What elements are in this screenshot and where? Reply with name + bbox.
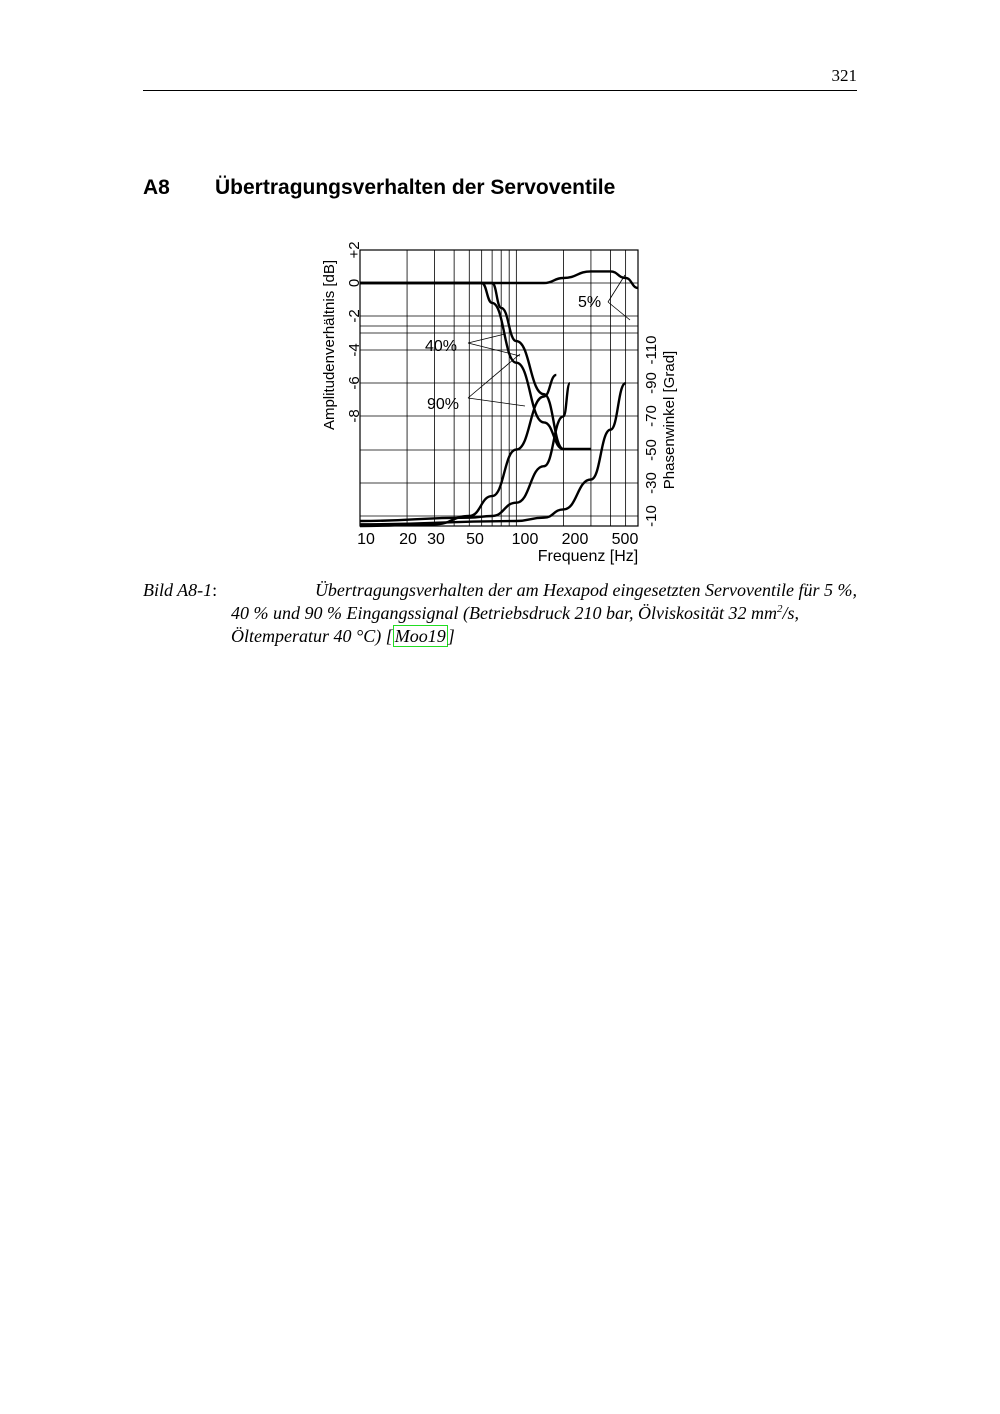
caption-text: ] (447, 626, 455, 646)
amplitude-curve-5-percent (360, 271, 638, 288)
y-right-tick-label: -50 (642, 439, 660, 461)
y-right-tick-label: -110 (642, 335, 660, 365)
x-tick-label: 100 (511, 531, 539, 548)
caption-text: Übertragungsverhalten der am Hexapod eingesetzten Servoventile für 5 %, (314, 580, 857, 600)
x-tick-label: 500 (611, 531, 639, 548)
header-rule (143, 90, 857, 91)
annotation-40-percent: 40% (425, 338, 458, 355)
superscript: 2 (776, 603, 783, 615)
y-right-tick-label: -30 (642, 472, 660, 494)
caption-line (143, 602, 857, 625)
caption-label: Bild A8-1 (143, 580, 213, 600)
y-left-tick-label: -8 (345, 409, 363, 423)
caption-line: Bild A8-1: Übertragungsverhalten der am Hexapod eingesetzten Servoventile für 5 %, (143, 580, 857, 600)
y-left-tick-label: 0 (345, 278, 363, 288)
annotation-90-percent: 90% (427, 396, 460, 413)
y-left-tick-label: -4 (345, 343, 363, 357)
x-tick-label: 200 (561, 531, 589, 548)
section-title: Übertragungsverhalten der Servoventile (215, 176, 616, 199)
y-left-tick-label: +2 (345, 241, 363, 259)
phase-curve-40-percent (360, 383, 570, 521)
section-number: A8 (143, 176, 170, 199)
x-tick-label: 50 (466, 531, 484, 548)
y-left-tick-label: -2 (345, 309, 363, 323)
y-right-axis-label: Phasenwinkel [Grad] (660, 350, 678, 490)
y-left-axis-label: Amplitudenverhältnis [dB] (320, 259, 338, 431)
x-tick-label: 10 (357, 531, 375, 548)
y-right-tick-label: -70 (642, 405, 660, 427)
y-right-tick-label: -10 (642, 505, 660, 527)
citation-link[interactable]: Moo19 (394, 626, 446, 646)
caption-line (143, 625, 857, 648)
x-tick-label: 20 (399, 531, 417, 548)
annotation-5-percent: 5% (578, 294, 602, 311)
frequency-response-chart (300, 230, 720, 570)
x-tick-label: 30 (427, 531, 445, 548)
phase-curve-5-percent (360, 383, 626, 524)
caption-text: Öltemperatur 40 °C) [ (231, 626, 393, 646)
caption-text: 40 % und 90 % Eingangssignal (Betriebsdruck 210 bar, Ölviskosität 32 $mm^2/s$, (231, 603, 799, 623)
amplitude-curve-40-percent (360, 283, 591, 449)
y-right-tick-label: -90 (642, 372, 660, 394)
annotation-leader-line (608, 302, 630, 320)
x-axis-label: Frequenz [Hz] (537, 548, 639, 565)
amplitude-curve-90-percent (360, 283, 563, 449)
figure-caption (143, 579, 857, 648)
figure (300, 230, 720, 570)
y-left-tick-label: -6 (345, 376, 363, 390)
annotation-leader-line (468, 343, 520, 356)
plot-frame (360, 250, 638, 526)
annotation-leader-line (468, 334, 505, 343)
annotation-leader-line (468, 354, 520, 398)
page-number: 321 (831, 66, 857, 85)
